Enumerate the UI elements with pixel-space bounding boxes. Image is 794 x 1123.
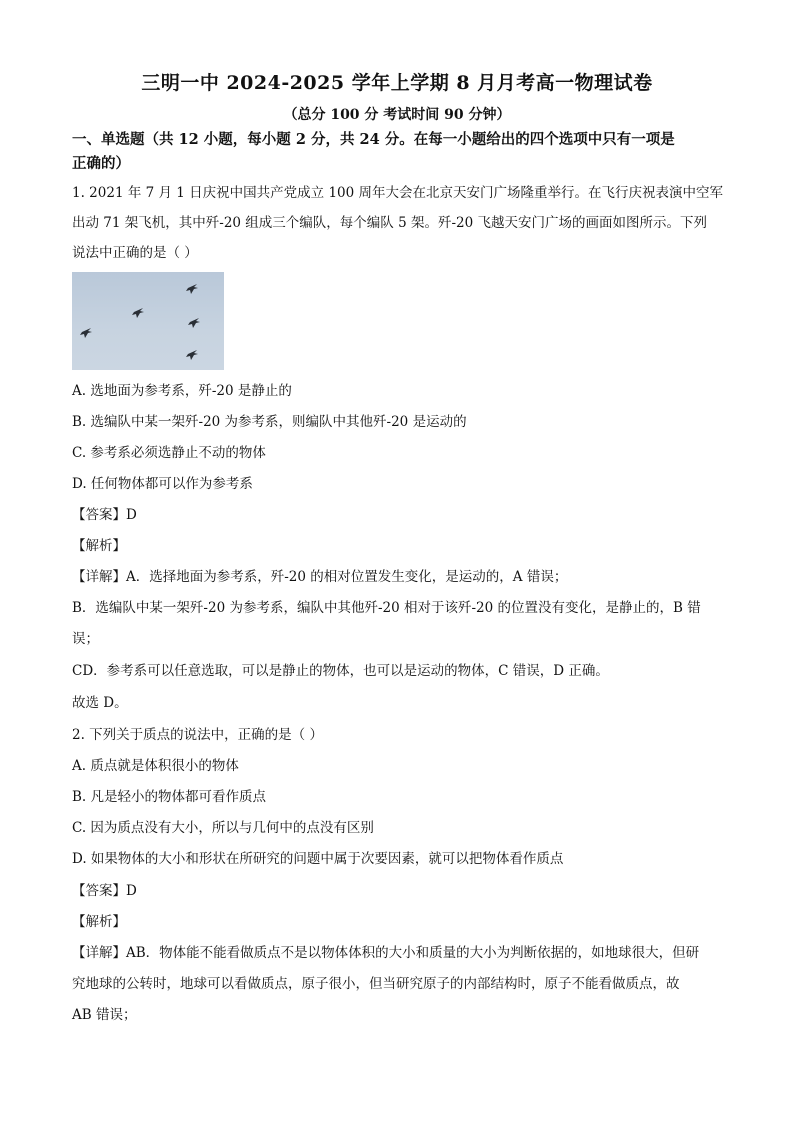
q2-detail-line3: AB 错误； <box>72 1007 137 1023</box>
q1-stem-line3: 说法中正确的是（ ） <box>72 245 198 261</box>
section-heading-line1: 一、单选题（共 12 小题，每小题 2 分，共 24 分。在每一小题给出的四个选项中只有一项是 <box>72 131 675 148</box>
q1-detail-line4: CD．参考系可以任意选取，可以是静止的物体，也可以是运动的物体，C 错误，D 正确。 <box>72 663 609 679</box>
q1-detail-line5: 故选 D。 <box>72 695 128 711</box>
section-heading-line2: 正确的） <box>72 155 130 172</box>
q2-option-c: C. 因为质点没有大小，所以与几何中的点没有区别 <box>72 820 374 836</box>
jet-icon <box>132 308 144 318</box>
q1-option-d: D. 任何物体都可以作为参考系 <box>72 476 253 492</box>
q1-analysis-label: 【解析】 <box>72 538 126 554</box>
q1-detail-line2: B．选编队中某一架歼-20 为参考系，编队中其他歼-20 相对于该歼-20 的位置没有变化，是静止的，B 错 <box>72 600 701 616</box>
q2-detail-line2: 究地球的公转时，地球可以看做质点，原子很小，但当研究原子的内部结构时，原子不能看做质点，故 <box>72 976 680 992</box>
page-title: 三明一中 2024-2025 学年上学期 8 月月考高一物理试卷 <box>141 72 653 94</box>
q1-stem-line2: 出动 71 架飞机，其中歼-20 组成三个编队，每个编队 5 架。歼-20 飞越天安门广场的画面如图所示。下列 <box>72 215 707 231</box>
q1-stem-line1: 1. 2021 年 7 月 1 日庆祝中国共产党成立 100 周年大会在北京天安门广场隆重举行。在飞行庆祝表演中空军 <box>72 185 724 201</box>
jet-icon <box>186 284 198 294</box>
q1-option-c: C. 参考系必须选静止不动的物体 <box>72 445 266 461</box>
q2-option-d: D. 如果物体的大小和形状在所研究的问题中属于次要因素，就可以把物体看作质点 <box>72 851 564 867</box>
q2-option-a: A. 质点就是体积很小的物体 <box>72 758 239 774</box>
q2-stem: 2. 下列关于质点的说法中，正确的是（ ） <box>72 727 323 743</box>
q1-answer: 【答案】D <box>72 507 137 523</box>
q2-answer: 【答案】D <box>72 883 137 899</box>
jet-icon <box>80 328 92 338</box>
jet-icon <box>188 318 200 328</box>
jet-formation-illustration <box>72 272 224 370</box>
q2-detail-line1: 【详解】AB．物体能不能看做质点不是以物体体积的大小和质量的大小为判断依据的，如地球很大，但研 <box>72 945 700 961</box>
q2-analysis-label: 【解析】 <box>72 914 126 930</box>
jet-icon <box>186 350 198 360</box>
q1-detail-line1: 【详解】A．选择地面为参考系，歼-20 的相对位置发生变化，是运动的，A 错误； <box>72 569 568 585</box>
q1-option-a: A. 选地面为参考系，歼-20 是静止的 <box>72 383 292 399</box>
q1-detail-line3: 误； <box>72 631 99 647</box>
q2-option-b: B. 凡是轻小的物体都可看作质点 <box>72 789 267 805</box>
jet-formation-photo <box>72 272 224 370</box>
page-subtitle: （总分 100 分 考试时间 90 分钟） <box>283 107 511 123</box>
q1-option-b: B. 选编队中某一架歼-20 为参考系，则编队中其他歼-20 是运动的 <box>72 414 467 430</box>
